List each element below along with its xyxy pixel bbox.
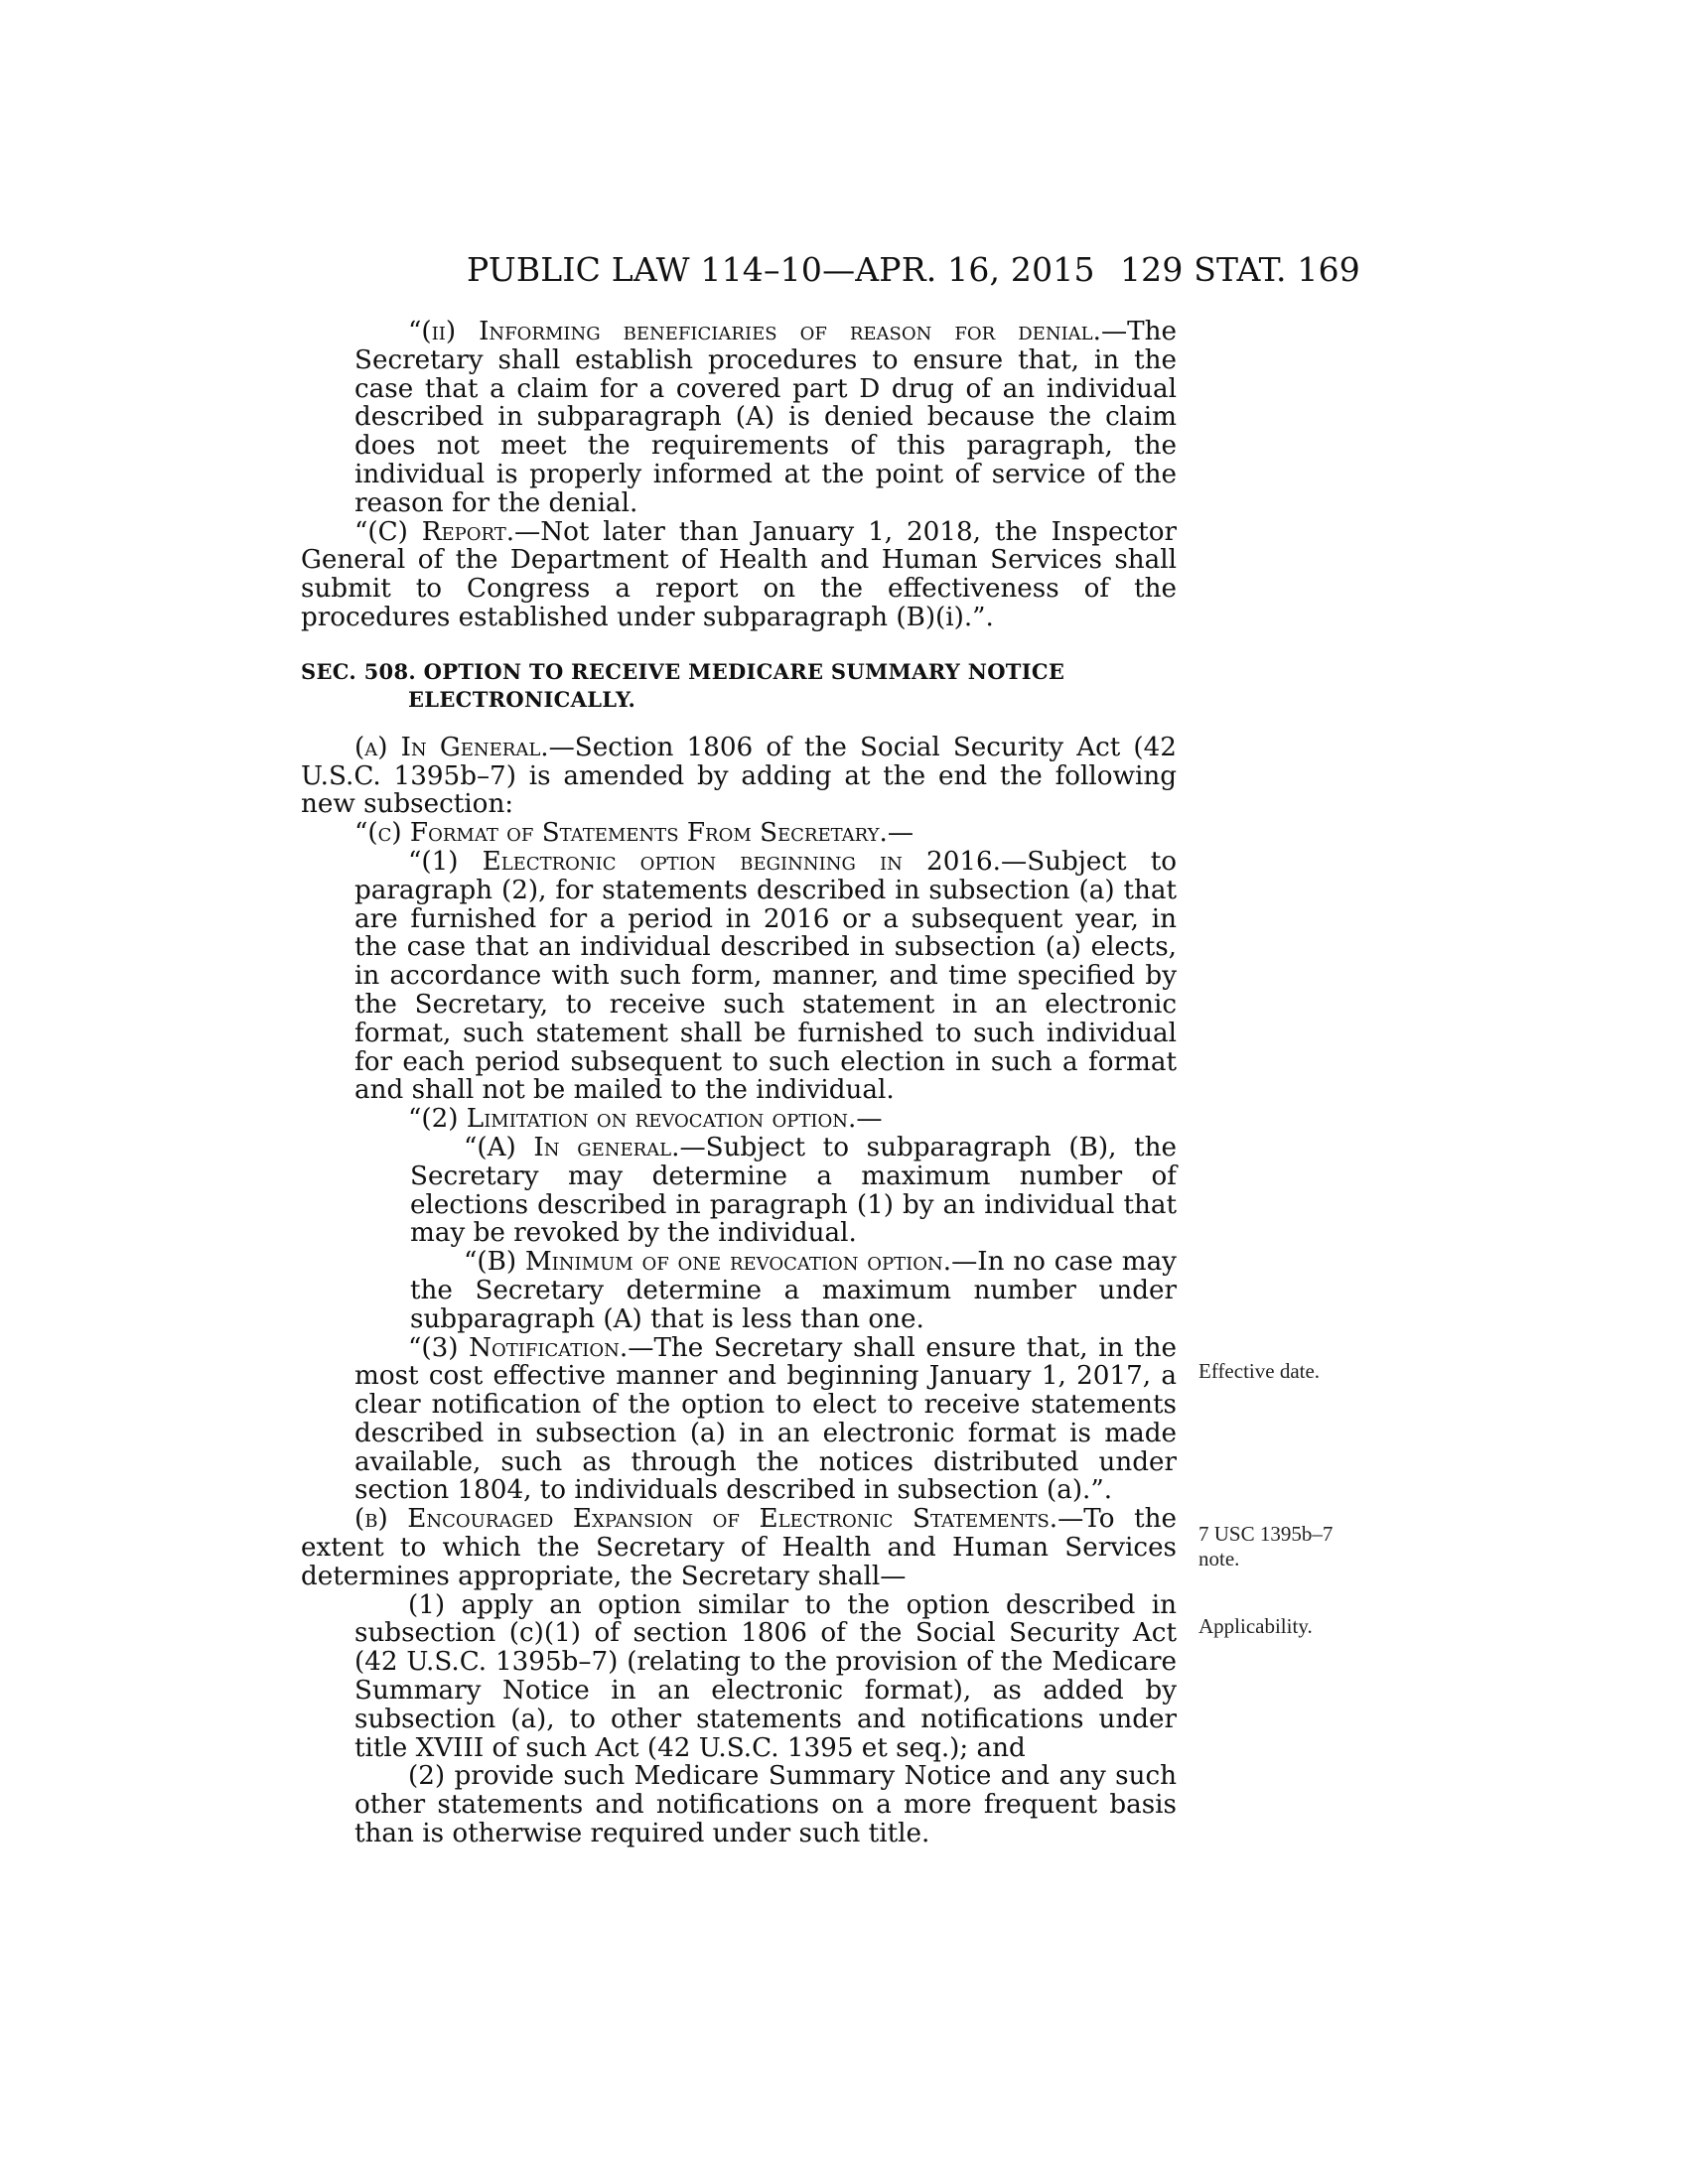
subparagraph-A-text: —Subject to subparagraph (B), the Secretary may determine a maximum number of elections described in paragraph (1) by an individual that may be revoked by the individual.	[410, 1132, 1178, 1249]
subparagraph-B-heading: “(B) Minimum of one revocation option.	[464, 1247, 952, 1278]
subsection-a-text: —Section 1806 of the Social Security Act (42 U.S.C. 1395b–7) is amended by adding at the end the following new subsection:	[301, 732, 1177, 820]
clause-ii-text: —The Secretary shall establish procedures to ensure that, in the case that a claim for a covered part D drug of an individual described in subparagraph (A) is denied because the claim does not meet the requirements of this paragraph, the individual is properly informed at the point of service of the reason for the denial.	[354, 317, 1177, 518]
subparagraph-B-text: —In no case may the Secretary determine a maximum number under subparagraph (A) that is less than one.	[410, 1247, 1177, 1334]
subparagraph-c-heading: “(C) Report.	[354, 516, 515, 547]
subparagraph-B	[301, 1248, 1177, 1333]
format-heading: “(c) Format of Statements From Secretary.—	[354, 818, 914, 849]
subsection-b-item-1: (1) apply an option similar to the option described in subsection (c)(1) of section 1806 of the Social Security Act (42 U.S.C. 1395b–7) (relating to the provision of the Medicare Summary Notice in an electronic format), as added by subsection (a), to other statements and notifications under title XVIII of such Act (42 U.S.C. 1395 et seq.); and	[354, 1589, 1177, 1763]
subparagraph-A	[301, 1134, 1177, 1248]
margin-note-applicability: Applicability.	[1198, 1614, 1313, 1638]
paragraph-1-heading: “(1) Electronic option beginning in 2016.	[408, 846, 1001, 877]
margin-note-usc-line1: 7 USC 1395b–7	[1198, 1522, 1334, 1546]
section-508-heading: SEC. 508. OPTION TO RECEIVE MEDICARE SUMMARY NOTICE ELECTRONICALLY.	[301, 658, 1065, 712]
paragraph-1	[301, 848, 1177, 1105]
paragraph-2-heading: “(2) Limitation on revocation option.—	[408, 1104, 883, 1135]
subsection-b-heading: (b) Encouraged Expansion of Electronic Statements.	[354, 1504, 1058, 1535]
subparagraph-c-text: —Not later than January 1, 2018, the Inspector General of the Department of Health and Human Services shall submit to Congress a report on the effectiveness of the procedures established under subparagraph (B)(i).”.	[301, 516, 1177, 632]
margin-note-usc-line2: note.	[1198, 1547, 1240, 1570]
paragraph-3-heading: “(3) Notification.	[408, 1332, 629, 1363]
subsection-a	[301, 734, 1177, 819]
subsection-a-heading: (a) In General.	[354, 732, 549, 762]
paragraph-1-text: —Subject to paragraph (2), for statements described in subsection (a) that are furnished for a period in 2016 or a subsequent year, in the case that an individual described in subsection (a) elects, in accordance with such form, manner, and time specified by the Secretary, to receive such statement in an electronic format, such statement shall be furnished to such individual for each period subsequent to such election in such a format and shall not be mailed to the individual.	[354, 846, 1177, 1106]
margin-note-effective-date: Effective date.	[1198, 1359, 1321, 1383]
subparagraph-A-heading: “(A) In general.	[464, 1132, 680, 1162]
subparagraph-c	[301, 518, 1177, 632]
paragraph-3-text: —The Secretary shall ensure that, in the most cost effective manner and beginning January 1, 2017, a clear notification of the option to elect to receive statements described in subsection (a) in an electronic format is made available, such as through the notices distributed under section 1804, to individuals described in subsection (a).”.	[354, 1332, 1177, 1506]
main-text	[301, 318, 1177, 1848]
running-header-title: PUBLIC LAW 114–10—APR. 16, 2015	[467, 250, 1095, 289]
subsection-b-text: —To the extent to which the Secretary of Health and Human Services determines appropriate, the Secretary shall—	[301, 1504, 1177, 1591]
clause-ii	[301, 318, 1177, 518]
running-header-stat-page: 129 STAT. 169	[1119, 250, 1360, 289]
paragraph-3	[301, 1334, 1177, 1506]
subsection-b	[301, 1505, 1177, 1590]
subsection-b-item-2: (2) provide such Medicare Summary Notice and any such other statements and notifications on a more frequent basis than is otherwise required under such title.	[354, 1761, 1177, 1849]
clause-ii-heading: “(ii) Informing beneficiaries of reason for denial.	[408, 317, 1101, 346]
